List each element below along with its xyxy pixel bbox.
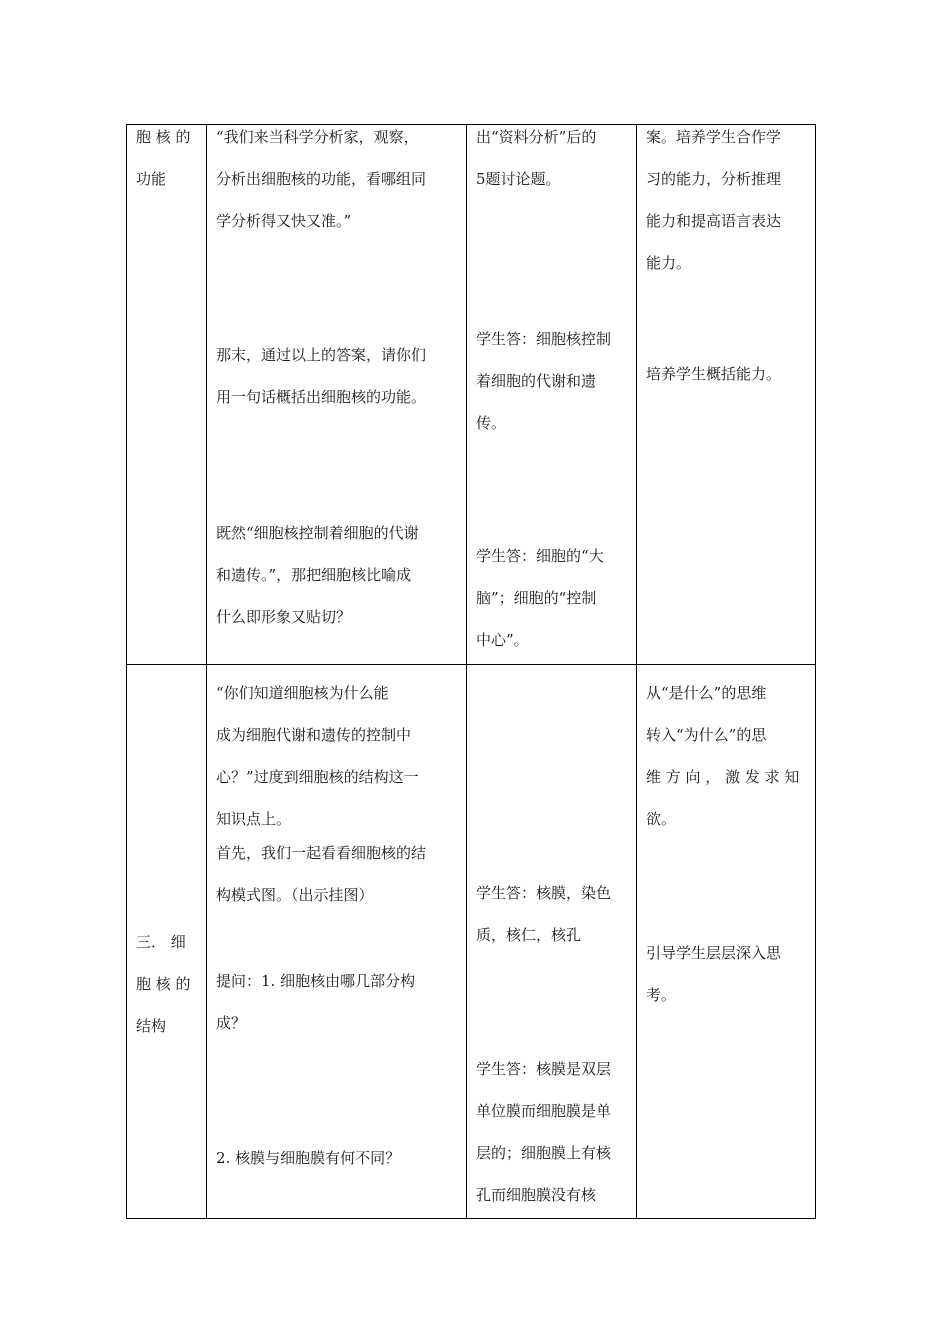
text-line: 从“是什么”的思维	[646, 684, 767, 702]
text-line: 中心”。	[476, 631, 529, 649]
table-border-left	[126, 124, 127, 1219]
text-line: 脑”；细胞的“控制	[476, 589, 597, 607]
topic-line: 三． 细	[136, 933, 186, 951]
text-line: 什么即形象又贴切？	[216, 608, 352, 626]
topic-line: 功能	[136, 170, 167, 188]
text-line: 学生答：细胞核控制	[476, 330, 612, 348]
text-line: 成？	[216, 1014, 247, 1032]
text-line: 构模式图。（出示挂图）	[216, 886, 374, 904]
text-line: 学生答：细胞的“大	[476, 547, 604, 565]
text-line: 考。	[646, 986, 677, 1004]
text-line: 学分析得又快又准。”	[216, 212, 352, 230]
text-line: 培养学生概括能力。	[646, 365, 782, 383]
text-line: 分析出细胞核的功能，看哪组同	[216, 170, 427, 188]
text-line: 层的；细胞膜上有核	[476, 1144, 612, 1162]
text-line: 习的能力，分析推理	[646, 170, 782, 188]
text-line: 用一句话概括出细胞核的功能。	[216, 388, 427, 406]
text-line: 单位膜而细胞膜是单	[476, 1102, 612, 1120]
text-line: “我们来当科学分析家，观察，	[216, 128, 419, 146]
text-line: 成为细胞代谢和遗传的控制中	[216, 726, 412, 744]
text-line: 5题讨论题。	[476, 170, 561, 188]
text-line: 欲。	[646, 810, 677, 828]
text-line: 那末，通过以上的答案，请你们	[216, 346, 427, 364]
text-line: 出“资料分析”后的	[476, 128, 597, 146]
text-line: 学生答：核膜是双层	[476, 1060, 612, 1078]
text-line: 维 方 向 ， 激 发 求 知	[646, 768, 800, 786]
text-line: 引导学生层层深入思	[646, 944, 782, 962]
text-line: 心？”过度到细胞核的结构这一	[216, 768, 419, 786]
text-line: 提问：1. 细胞核由哪几部分构	[216, 972, 416, 990]
text-line: 能力和提高语言表达	[646, 212, 782, 230]
topic-line: 胞 核 的	[136, 128, 191, 146]
row-divider	[126, 664, 816, 665]
text-line: 案。培养学生合作学	[646, 128, 782, 146]
text-line: “你们知道细胞核为什么能	[216, 684, 389, 702]
text-line: 知识点上。	[216, 810, 292, 828]
topic-line: 胞 核 的	[136, 975, 191, 993]
text-line: 首先，我们一起看看细胞核的结	[216, 844, 427, 862]
text-line: 传。	[476, 414, 507, 432]
text-line: 学生答：核膜，染色	[476, 884, 612, 902]
text-line: 和遗传。”，那把细胞核比喻成	[216, 566, 412, 584]
topic-line: 结构	[136, 1017, 167, 1035]
column-divider	[206, 124, 207, 1219]
text-line: 能力。	[646, 254, 692, 272]
text-line: 2. 核膜与细胞膜有何不同？	[216, 1149, 401, 1167]
column-divider	[636, 124, 637, 1219]
text-line: 质，核仁，核孔	[476, 926, 582, 944]
text-line: 转入“为什么”的思	[646, 726, 767, 744]
text-line: 孔而细胞膜没有核	[476, 1186, 597, 1204]
table-border-right	[815, 124, 816, 1219]
column-divider	[466, 124, 467, 1219]
table-border-bottom	[126, 1218, 816, 1219]
text-line: 既然“细胞核控制着细胞的代谢	[216, 524, 419, 542]
text-line: 着细胞的代谢和遗	[476, 372, 597, 390]
